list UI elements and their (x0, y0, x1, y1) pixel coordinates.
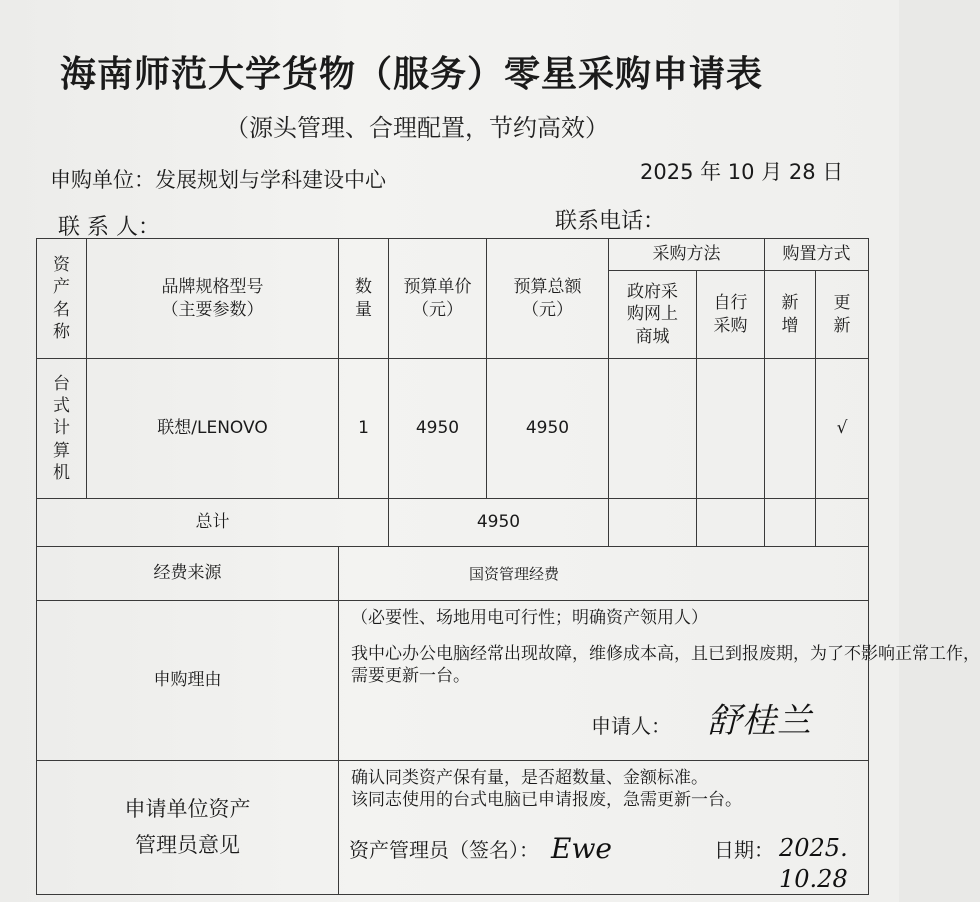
contact-phone-label: 联系电话： (555, 209, 666, 234)
total-label: 总计 (37, 499, 389, 547)
applicant-signature: 舒桂兰 (707, 701, 812, 741)
form-title: 海南师范大学货物（服务）零星采购申请表 (60, 54, 764, 95)
header-total-budget: 预算总额 （元） (487, 239, 609, 359)
fund-source-label: 经费来源 (37, 547, 339, 601)
header-method-gov-mall: 政府采 购网上 商城 (609, 271, 697, 359)
header-method-self: 自行 采购 (697, 271, 765, 359)
header-unit-price: 预算单价 （元） (389, 239, 487, 359)
admin-text-line2: 该同志使用的台式电脑已申请报废，急需更新一台。 (351, 790, 742, 811)
cell-type-update: √ (816, 359, 869, 499)
cell-total: 4950 (487, 359, 609, 499)
admin-text-line1: 确认同类资产保有量，是否超数量、金额标准。 (351, 768, 708, 788)
header-type-new: 新 增 (765, 271, 816, 359)
admin-sign-label: 资产管理员（签名）： (349, 838, 539, 862)
cell-asset-name: 台 式 计 算 机 (37, 359, 87, 499)
table-row (37, 359, 869, 499)
cell-method-gov-mall (609, 359, 697, 499)
cell-type-new (765, 359, 816, 499)
cell-unit-price: 4950 (389, 359, 487, 499)
header-type-update: 更 新 (816, 271, 869, 359)
header-asset-name: 资 产 名 称 (37, 239, 87, 359)
admin-signature: Ewe (551, 832, 612, 865)
applicant-label: 申请人： (591, 714, 671, 738)
admin-opinion-label: 申请单位资产 管理员意见 (37, 761, 339, 895)
admin-date-value: 2025. 10.28 (779, 834, 848, 894)
header-qty: 数 量 (339, 239, 389, 359)
header-purchase-type: 购置方式 (765, 239, 869, 271)
admin-date-label: 日期： (714, 838, 774, 862)
header-brand: 品牌规格型号 （主要参数） (87, 239, 339, 359)
reason-label: 申购理由 (37, 601, 339, 761)
cell-method-self (697, 359, 765, 499)
purchasing-unit: 申购单位：发展规划与学科建设中心 (50, 168, 386, 192)
form-subtitle: （源头管理、合理配置，节约高效） (225, 114, 609, 142)
reason-text-line1: 我中心办公电脑经常出现故障，维修成本高，且已到报废期，为了不影响正常工作， (351, 644, 980, 665)
contact-person-label: 联 系 人： (58, 215, 160, 240)
cell-brand: 联想/LENOVO (87, 359, 339, 499)
purchase-table (36, 238, 980, 895)
admin-opinion-content (339, 761, 869, 895)
reason-content (339, 601, 980, 761)
reason-hint: （必要性、场地用电可行性；明确资产领用人） (351, 608, 708, 628)
cell-qty: 1 (339, 359, 389, 499)
reason-text-line2: 需要更新一台。 (351, 666, 470, 687)
header-purchase-method: 采购方法 (609, 239, 765, 271)
form-date: 2025 年 10 月 28 日 (640, 160, 844, 184)
fund-source-value: 国资管理经费 (339, 547, 869, 601)
total-value: 4950 (389, 499, 609, 547)
